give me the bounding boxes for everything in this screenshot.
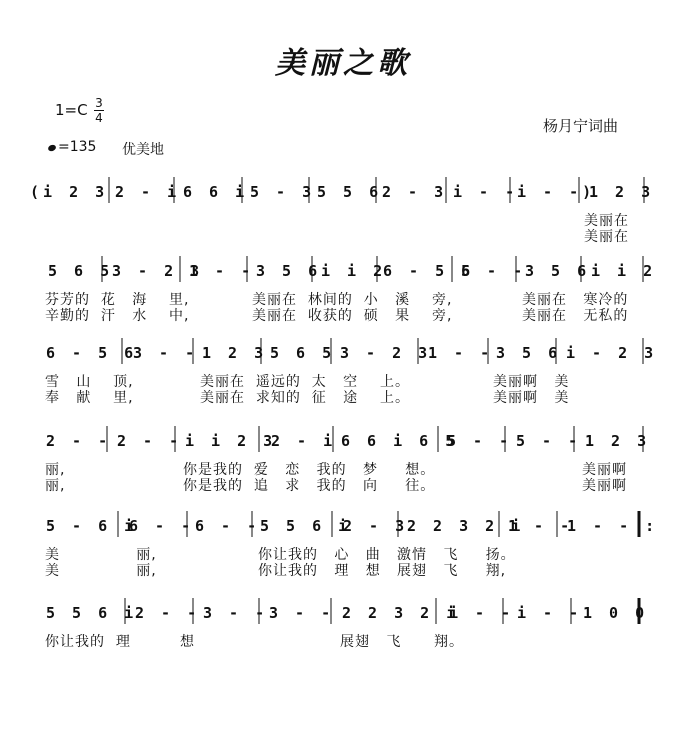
song-title: 美丽之歌 (275, 46, 411, 81)
lyric-verse-2: 你是我的 追 求 我的 向 往。 (183, 478, 436, 494)
measure-notes: 3 - 2 3 (340, 344, 432, 362)
measure-notes: 3 5 6 (496, 344, 562, 362)
measure-notes: 2 - 3 (382, 183, 448, 201)
measure-notes: 1 0 0 (583, 604, 649, 622)
measure-notes: 5 - - (461, 262, 527, 280)
meter-bottom: 4 (95, 111, 103, 125)
measure-notes: 5 - - (447, 432, 513, 450)
measure-notes: i - -) (517, 183, 596, 201)
measure-notes: 1 - - (428, 344, 494, 362)
lyric-verse-1: 丽, (45, 462, 66, 478)
measure-notes: i - - (449, 604, 515, 622)
lyric-verse-1: 展翅 飞 翔。 (340, 634, 465, 650)
measure-notes: i i 2 (591, 262, 657, 280)
measure-notes: 3 5 6 (525, 262, 591, 280)
lyric-verse-2: 美丽在 求知的 征 途 上。 (200, 390, 410, 406)
lyric-verse-1: 你让我的 理 想 (45, 634, 195, 650)
measure-notes: 2 2 3 2 i (407, 517, 525, 535)
measure-notes: 5 6 5 (48, 262, 114, 280)
measure-notes: 1 2 3 (202, 344, 268, 362)
measure-notes: 5 5 6 (317, 183, 383, 201)
measure-notes: i - 2 3 (566, 344, 658, 362)
measure-notes: 6 - 5 6 (383, 262, 475, 280)
measure-notes: 2 2 3 2 i (342, 604, 460, 622)
lyric-verse-2: 美丽啊 美 (493, 390, 570, 406)
lyric-verse-1: 美丽啊 美 (493, 374, 570, 390)
measure-notes: 5 6 5 (270, 344, 336, 362)
measure-notes: 3 - - (133, 344, 199, 362)
lyric-verse-2: 美丽在 收获的 硕 果 旁, (252, 308, 453, 324)
measure-notes: 6 - - (129, 517, 195, 535)
lyric-verse-2: 你让我的 理 想 展翅 飞 翔, (258, 563, 507, 579)
tempo-value: =135 (58, 139, 97, 155)
lyric-verse-2: 美 丽, (45, 563, 157, 579)
measure-notes: i - - (517, 604, 583, 622)
lyric-verse-2: 辛勤的 汗 水 中, (45, 308, 190, 324)
measure-notes: i - - (453, 183, 519, 201)
lyric-verse-1: 美 丽, (45, 547, 157, 563)
expression-mark: 优美地 (122, 142, 164, 158)
lyric-verse-2: 美丽在 (584, 229, 629, 245)
lyric-verse-1: 芬芳的 花 海 里, (45, 292, 190, 308)
measure-notes: 6 - - (195, 517, 261, 535)
lyric-verse-2: 丽, (45, 478, 66, 494)
measure-notes: 1 - - (508, 517, 574, 535)
lyric-verse-1: 你是我的 爱 恋 我的 梦 想。 (183, 462, 436, 478)
measure-notes: 1 2 3 (589, 183, 655, 201)
measure-notes: 5 5 6 i (46, 604, 138, 622)
measure-notes: 5 - - (516, 432, 582, 450)
measure-notes: 6 6 i 6 5 (341, 432, 459, 450)
measure-notes: 6 6 i (183, 183, 249, 201)
lyric-verse-1: 你让我的 心 曲 激情 飞 扬。 (258, 547, 516, 563)
measure-notes: 6 - 5 6 (46, 344, 138, 362)
measure-notes: 3 - 2 3 (112, 262, 204, 280)
key-signature: 1=C (55, 101, 88, 119)
measure-notes: 3 - - (269, 604, 335, 622)
lyric-verse-1: 美丽啊 (582, 462, 627, 478)
measure-notes: 3 - - (203, 604, 269, 622)
lyric-verse-2: 美丽在 无私的 (522, 308, 629, 324)
lyric-verse-2: 美丽啊 (582, 478, 627, 494)
lyric-verse-1: 美丽在 遥远的 太 空 上。 (200, 374, 410, 390)
measure-notes: 2 - - (46, 432, 112, 450)
measure-notes: 3 5 6 (256, 262, 322, 280)
lyric-verse-1: 美丽在 (584, 213, 629, 229)
measure-notes: i i 2 3 (185, 432, 277, 450)
measure-notes: 1 - - : (567, 517, 659, 535)
measure-notes: i i 2 (321, 262, 387, 280)
measure-notes: 2 - - (117, 432, 183, 450)
measure-notes: 1 - - (189, 262, 255, 280)
measure-notes: 2 - i (271, 432, 337, 450)
measure-notes: 2 - - (135, 604, 201, 622)
measure-notes: 2 - 3 (343, 517, 409, 535)
measure-notes: 2 - i (115, 183, 181, 201)
lyric-verse-2: 奉 献 里, (45, 390, 134, 406)
measure-notes: 5 - 3 (250, 183, 316, 201)
composer-credit: 杨月宁词曲 (543, 117, 619, 135)
measure-notes: 5 5 6 i (260, 517, 352, 535)
measure-notes: 1 2 3 (585, 432, 651, 450)
lyric-verse-1: 雪 山 顶, (45, 374, 134, 390)
meter-top: 3 (95, 96, 103, 110)
lyric-verse-1: 美丽在 林间的 小 溪 旁, (252, 292, 453, 308)
lyric-verse-1: 美丽在 寒冷的 (522, 292, 629, 308)
measure-notes: 5 - 6 i (46, 517, 138, 535)
measure-notes: (i 2 3 (30, 183, 109, 201)
